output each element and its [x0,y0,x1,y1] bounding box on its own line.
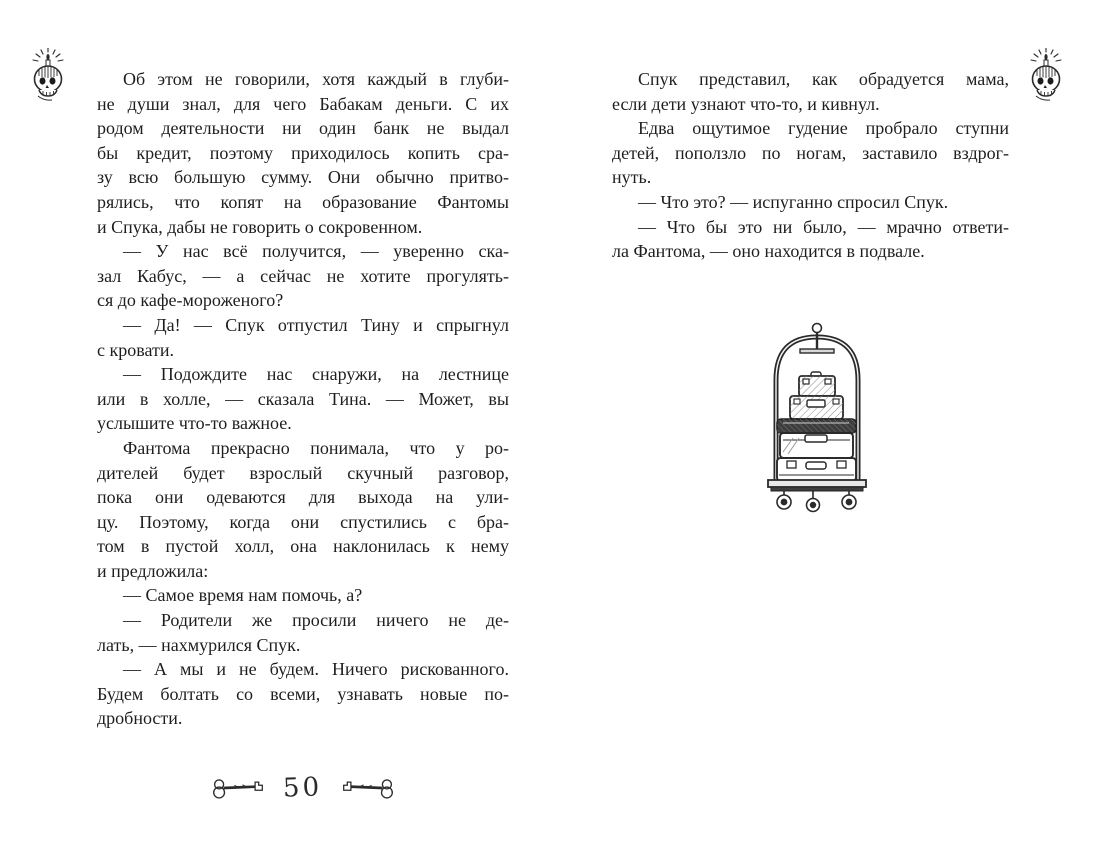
luggage-cart-illustration [763,320,871,516]
text-line: Спук представил, как обрадуется мама, [638,69,1009,89]
text-line: и предложила: [97,560,209,581]
key-right-icon [341,775,395,801]
text-line: с кровати. [97,339,175,360]
text-line: или в холле, — сказала Тина. — Может, вы [97,388,509,409]
text-line: том в пустой холл, она наклонилась к нему [97,536,509,557]
text-line: не души знал, для чего Бабакам деньги. С их [97,93,509,114]
text-line: — Родители же просили ничего не де- [123,610,509,631]
text-line: Едва ощутимое гудение пробрало ступни [638,118,1009,139]
text-line: — Что бы это ни было, — мрачно ответи- [638,216,1009,237]
text-line: Об этом не говорили, хотя каждый в глуби- [123,69,509,89]
text-line: пока они одеваются для выхода на ули- [97,487,509,508]
text-line: Будем болтать со всеми, узнавать новые по- [97,683,509,704]
text-line: детей, поползло по ногам, заставило вздрог- [612,142,1009,163]
left-page-text [97,67,509,731]
key-left-icon [211,775,265,801]
page-number: 50 [282,772,324,804]
text-line: — У нас всё получится, — уверенно ска- [123,241,509,262]
right-page-text [612,67,1009,264]
text-line: если дети узнают что-то, и кивнул. [612,93,880,114]
text-line: — Самое время нам помочь, а? [123,585,363,606]
text-line: лать, — нахмурился Спук. [97,634,301,655]
text-line: ся до кафе-мороженого? [97,290,284,311]
text-line: — Что это? — испуганно спросил Спук. [638,191,949,212]
text-line: дробности. [97,708,183,729]
text-line: и Спука, дабы не говорить о сокровенном. [97,216,423,237]
text-line: нуть. [612,167,652,188]
text-line: — А мы и не будем. Ничего рискованного. [123,659,509,680]
text-line: зу всю большую сумму. Они обычно притво- [97,167,509,188]
text-line: рялись, что копят на образование Фантомы [97,191,509,212]
text-line: — Подождите нас снаружи, на лестнице [123,364,509,385]
text-line: родом деятельности ни один банк не выдал [97,118,509,139]
text-line: услышите что-то важное. [97,413,292,434]
text-line: дителей будет взрослый скучный разговор, [97,462,509,483]
text-line: цу. Поэтому, когда они спустились с бра- [97,511,509,532]
page-footer [97,768,509,808]
text-line: Фантома прекрасно понимала, что у ро- [123,437,509,458]
text-line: бы кредит, поэтому приходилось копить сра- [97,142,509,163]
text-line: — Да! — Спук отпустил Тину и спрыгнул [123,314,509,335]
skull-candle-icon [1024,48,1068,104]
skull-candle-icon [26,48,70,104]
text-line: ла Фантома, — оно находится в подвале. [612,241,925,262]
text-line: зал Кабус, — а сейчас не хотите прогулять- [97,265,509,286]
